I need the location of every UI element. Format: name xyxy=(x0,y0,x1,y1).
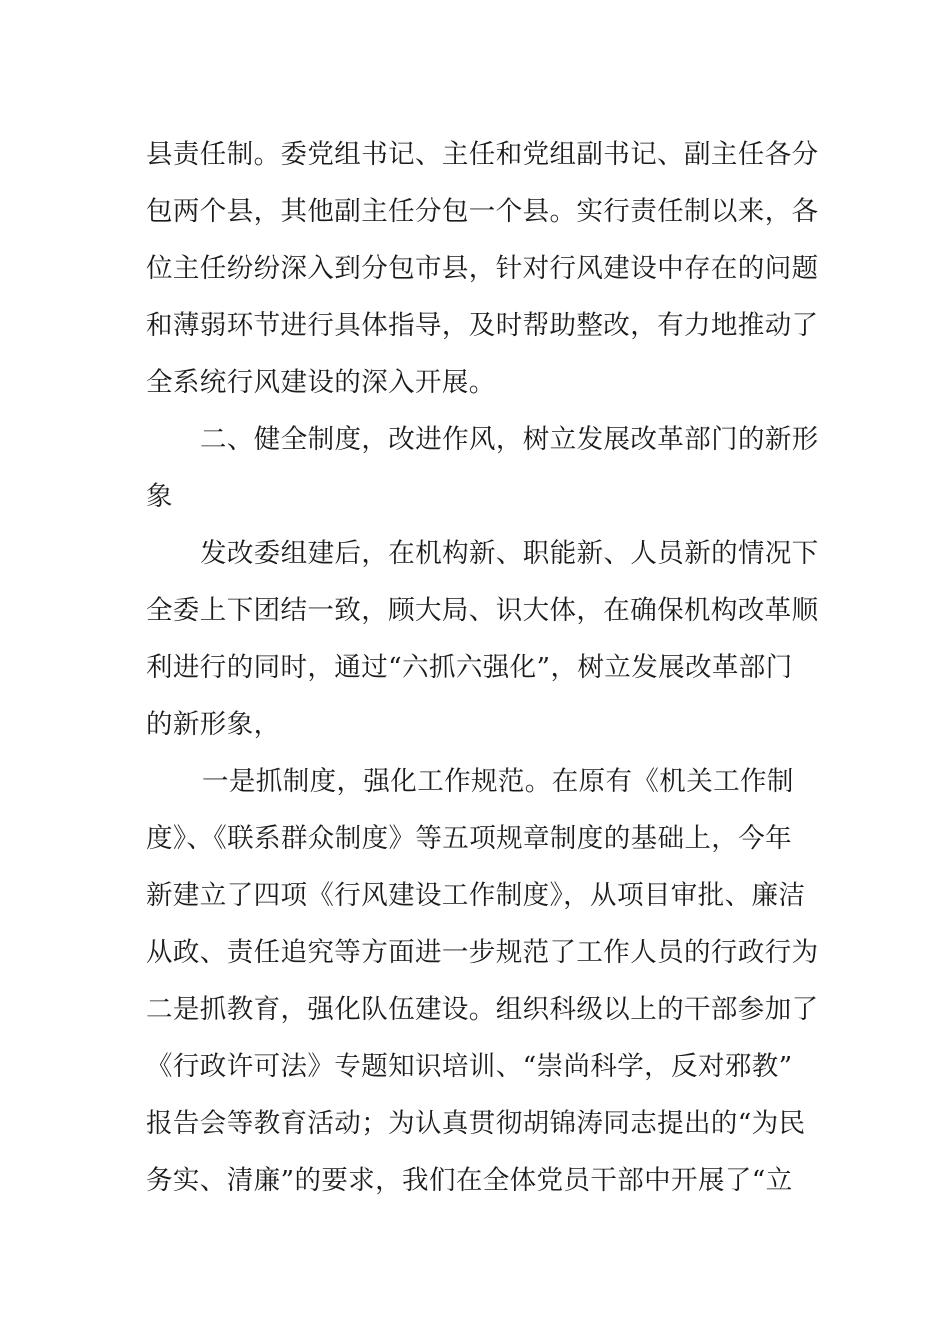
text-line: 全系统行风建设的深入开展。 xyxy=(146,367,496,398)
text-line: 务实、清廉”的要求，我们在全体党员干部中开展了“立 xyxy=(146,1165,793,1196)
text-line: 新建立了四项《行风建设工作制度》，从项目审批、廉洁 xyxy=(146,880,806,911)
text-line: 一是抓制度，强化工作规范。在原有《机关工作制 xyxy=(202,766,794,797)
text-line: 《行政许可法》专题知识培训、“崇尚科学，反对邪教” xyxy=(146,1051,793,1082)
text-line: 二是抓教育，强化队伍建设。组织科级以上的干部参加了 xyxy=(146,994,819,1025)
text-line: 从政、责任追究等方面进一步规范了工作人员的行政行为 xyxy=(146,937,819,968)
text-line: 和薄弱环节进行具体指导，及时帮助整改，有力地推动了 xyxy=(146,310,819,341)
text-line: 的新形象， xyxy=(146,709,281,740)
text-line: 报告会等教育活动；为认真贯彻胡锦涛同志提出的“为民 xyxy=(146,1108,806,1139)
text-line: 全委上下团结一致，顾大局、识大体，在确保机构改革顺 xyxy=(146,595,819,626)
text-line: 包两个县，其他副主任分包一个县。实行责任制以来，各 xyxy=(146,196,819,227)
section-heading-continuation: 象 xyxy=(146,481,173,512)
text-line: 位主任纷纷深入到分包市县，针对行风建设中存在的问题 xyxy=(146,253,819,284)
text-line: 县责任制。委党组书记、主任和党组副书记、副主任各分 xyxy=(146,139,819,170)
text-line: 利进行的同时，通过“六抓六强化”，树立发展改革部门 xyxy=(146,652,793,683)
text-line: 发改委组建后，在机构新、职能新、人员新的情况下 xyxy=(200,538,819,569)
section-heading: 二、健全制度，改进作风，树立发展改革部门的新形 xyxy=(200,424,819,455)
text-line: 度》、《联系群众制度》等五项规章制度的基础上，今年 xyxy=(146,823,792,854)
